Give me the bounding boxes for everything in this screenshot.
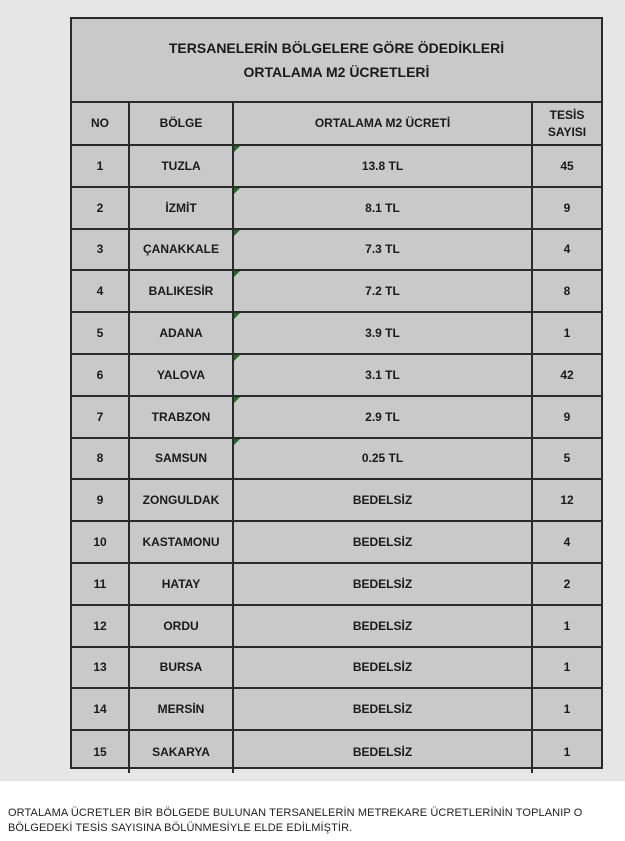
cell-no: 9 xyxy=(72,480,130,520)
table-row xyxy=(72,648,601,690)
cell-facility-count: 2 xyxy=(563,576,571,591)
cell-region: SAMSUN xyxy=(130,439,234,479)
cell-avg-fee: BEDELSİZ xyxy=(234,731,533,773)
cell-facility-count: 1 xyxy=(563,745,571,760)
cell-no: 2 xyxy=(72,188,130,228)
cell-avg-fee-text: 8.1 TL xyxy=(365,200,400,215)
cell-comment-flag-icon xyxy=(234,146,240,152)
cell-avg-fee: BEDELSİZ xyxy=(234,480,533,520)
table-row xyxy=(72,397,601,439)
table-row xyxy=(72,439,601,481)
table-title xyxy=(72,19,601,103)
table-header-row xyxy=(72,103,601,146)
cell-region: ORDU xyxy=(130,606,234,646)
cell-facility-count: 9 xyxy=(563,409,571,424)
cell-region: YALOVA xyxy=(130,355,234,395)
header-no: NO xyxy=(72,103,130,144)
cell-avg-fee-text: 7.3 TL xyxy=(365,242,400,257)
cell-comment-flag-icon xyxy=(234,230,240,236)
cell-region: TUZLA xyxy=(130,146,234,186)
cell-no: 12 xyxy=(72,606,130,646)
table-row xyxy=(72,230,601,272)
cell-avg-fee xyxy=(234,355,533,395)
cell-facility-count: 1 xyxy=(563,702,571,717)
cell-comment-flag-icon xyxy=(234,313,240,319)
cell-avg-fee-text: 0.25 TL xyxy=(361,451,404,466)
cell-facility-count: 4 xyxy=(563,535,571,550)
cell-avg-fee: BEDELSİZ xyxy=(234,564,533,604)
table-row xyxy=(72,564,601,606)
cell-avg-fee: BEDELSİZ xyxy=(234,606,533,646)
cell-comment-flag-icon xyxy=(234,188,240,194)
cell-facility-count: 45 xyxy=(560,158,574,173)
table-row xyxy=(72,188,601,230)
cell-region: ZONGULDAK xyxy=(130,480,234,520)
table-row xyxy=(72,522,601,564)
cell-region: MERSİN xyxy=(130,689,234,729)
cell-avg-fee xyxy=(234,271,533,311)
cell-avg-fee xyxy=(234,439,533,479)
table-row xyxy=(72,731,601,773)
cell-region: BURSA xyxy=(130,648,234,688)
cell-region: İZMİT xyxy=(130,188,234,228)
cell-facility-count: 5 xyxy=(563,451,571,466)
header-region: BÖLGE xyxy=(130,103,234,144)
cell-facility-count: 1 xyxy=(563,326,571,341)
cell-facility-count: 8 xyxy=(563,284,571,299)
cell-facility-count: 12 xyxy=(560,493,574,508)
cell-no: 14 xyxy=(72,689,130,729)
cell-facility-count: 42 xyxy=(560,367,574,382)
table-row xyxy=(72,146,601,188)
cell-no: 6 xyxy=(72,355,130,395)
cell-region: TRABZON xyxy=(130,397,234,437)
cell-facility-count: 1 xyxy=(563,618,571,633)
cell-region: ÇANAKKALE xyxy=(130,230,234,270)
table-row xyxy=(72,689,601,731)
cell-no: 8 xyxy=(72,439,130,479)
table-title-line-1: TERSANELERİN BÖLGELERE GÖRE ÖDEDİKLERİ xyxy=(168,40,505,56)
table-row xyxy=(72,313,601,355)
cell-avg-fee-text: 3.1 TL xyxy=(365,367,400,382)
cell-avg-fee-text: 7.2 TL xyxy=(365,284,400,299)
header-facility-count xyxy=(533,103,601,144)
cell-no: 1 xyxy=(72,146,130,186)
cell-no: 7 xyxy=(72,397,130,437)
cell-facility-count: 4 xyxy=(563,242,571,257)
table-row xyxy=(72,606,601,648)
table-title-line-2: ORTALAMA M2 ÜCRETLERİ xyxy=(243,64,430,80)
cell-avg-fee xyxy=(234,146,533,186)
cell-avg-fee xyxy=(234,313,533,353)
cell-comment-flag-icon xyxy=(234,397,240,403)
cell-region: ADANA xyxy=(130,313,234,353)
cell-no: 3 xyxy=(72,230,130,270)
cell-avg-fee xyxy=(234,230,533,270)
cell-comment-flag-icon xyxy=(234,355,240,361)
cell-avg-fee-text: 3.9 TL xyxy=(365,326,400,341)
cell-region: BALIKESİR xyxy=(130,271,234,311)
cell-avg-fee: BEDELSİZ xyxy=(234,689,533,729)
table-row xyxy=(72,480,601,522)
cell-region: SAKARYA xyxy=(130,731,234,773)
cell-no: 15 xyxy=(72,731,130,773)
cell-avg-fee-text: 13.8 TL xyxy=(361,158,404,173)
cell-no: 4 xyxy=(72,271,130,311)
cell-avg-fee: BEDELSİZ xyxy=(234,522,533,562)
cell-no: 13 xyxy=(72,648,130,688)
cell-facility-count: 1 xyxy=(563,660,571,675)
cell-comment-flag-icon xyxy=(234,271,240,277)
table-row xyxy=(72,271,601,313)
cell-avg-fee-text: 2.9 TL xyxy=(365,409,400,424)
header-facility-count-line-2: SAYISI xyxy=(547,124,587,139)
cell-facility-count: 9 xyxy=(563,200,571,215)
cell-avg-fee: BEDELSİZ xyxy=(234,648,533,688)
cell-no: 5 xyxy=(72,313,130,353)
cell-region: KASTAMONU xyxy=(130,522,234,562)
cell-avg-fee xyxy=(234,188,533,228)
cell-avg-fee xyxy=(234,397,533,437)
cell-region: HATAY xyxy=(130,564,234,604)
fee-table xyxy=(70,17,603,769)
table-row xyxy=(72,355,601,397)
cell-comment-flag-icon xyxy=(234,439,240,445)
header-facility-count-line-1: TESİS xyxy=(549,107,585,122)
footnote: ORTALAMA ÜCRETLER BİR BÖLGEDE BULUNAN TERSANELERİN METREKARE ÜCRETLERİNİN TOPLANIP O BÖLGEDEKİ TESİS SAYISINA BÖLÜNMESİYLE ELDE EDİLMİŞTİR. xyxy=(8,807,583,834)
header-avg-fee: ORTALAMA M2 ÜCRETİ xyxy=(234,103,533,144)
cell-no: 10 xyxy=(72,522,130,562)
cell-no: 11 xyxy=(72,564,130,604)
